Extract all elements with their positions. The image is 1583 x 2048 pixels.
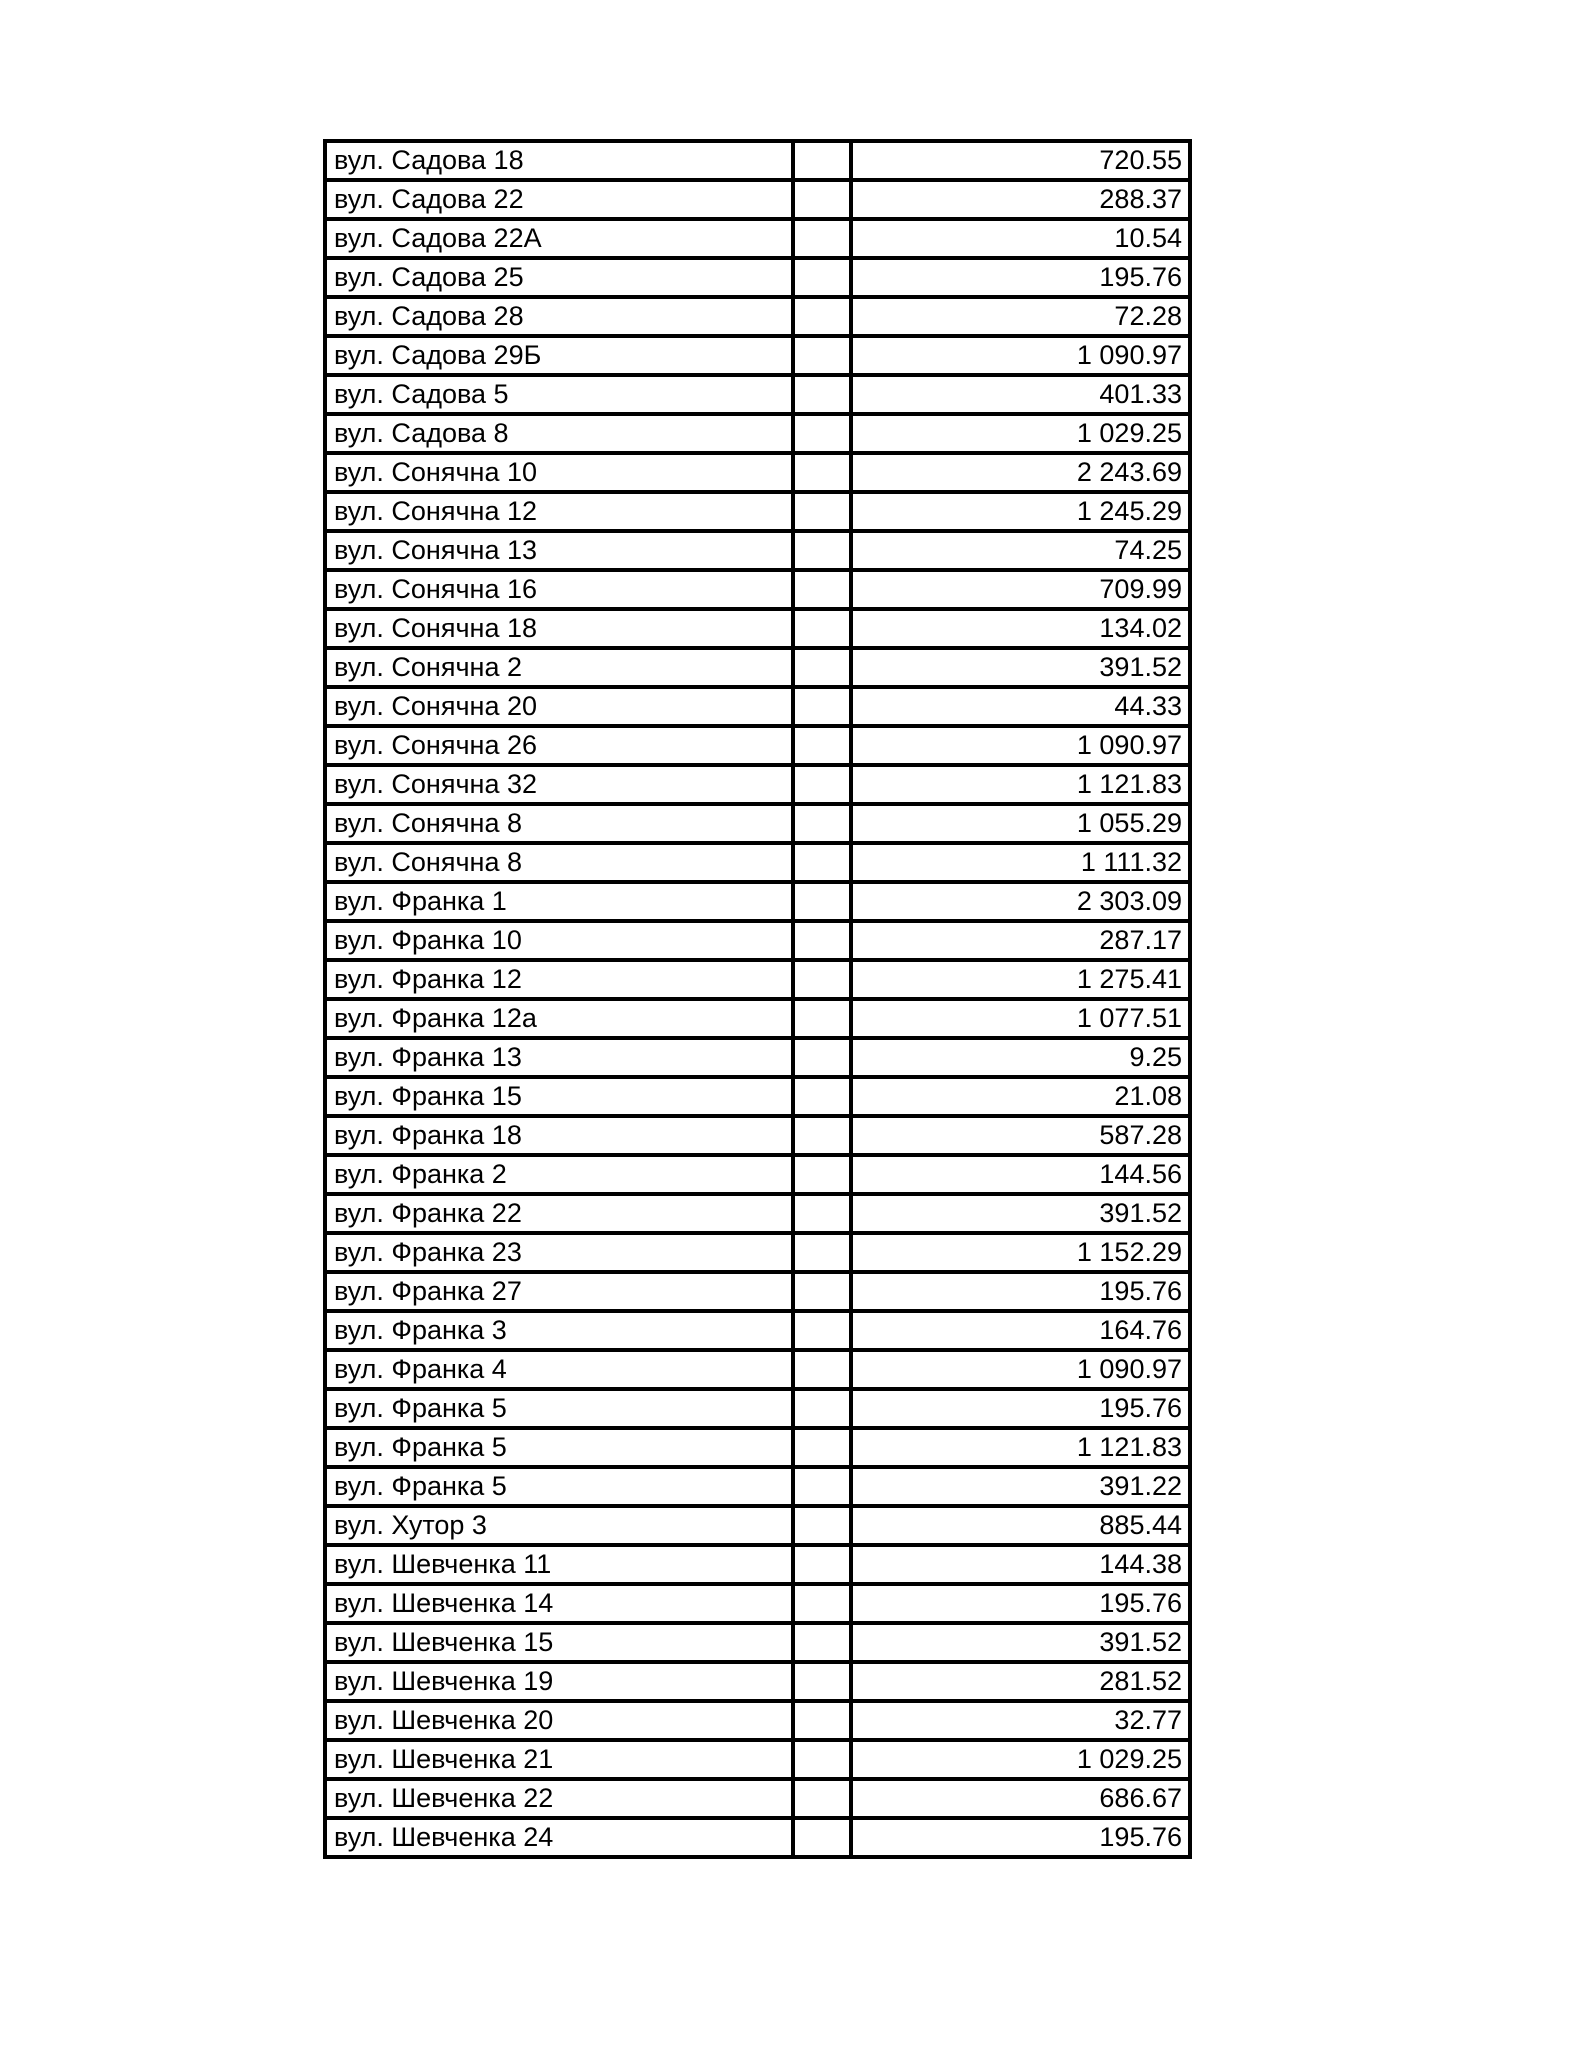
street-name-cell: вул. Хутор 3: [325, 1506, 793, 1545]
street-name-cell: вул. Шевченка 15: [325, 1623, 793, 1662]
table-row: [325, 1623, 1190, 1662]
empty-cell: [793, 843, 851, 882]
empty-cell: [793, 531, 851, 570]
table-row: [325, 843, 1190, 882]
table-row: [325, 648, 1190, 687]
empty-cell: [793, 1389, 851, 1428]
table-row: [325, 1155, 1190, 1194]
empty-cell: [793, 1077, 851, 1116]
amount-cell: 144.56: [851, 1155, 1190, 1194]
empty-cell: [793, 336, 851, 375]
empty-cell: [793, 1155, 851, 1194]
street-name-cell: вул. Сонячна 16: [325, 570, 793, 609]
table-body: [325, 141, 1190, 1857]
table-row: [325, 1818, 1190, 1857]
empty-cell: [793, 297, 851, 336]
amount-cell: 391.52: [851, 648, 1190, 687]
amount-cell: 21.08: [851, 1077, 1190, 1116]
street-name-cell: вул. Сонячна 10: [325, 453, 793, 492]
table-row: [325, 1116, 1190, 1155]
street-name-cell: вул. Шевченка 19: [325, 1662, 793, 1701]
amount-cell: 195.76: [851, 258, 1190, 297]
table-row: [325, 1194, 1190, 1233]
street-name-cell: вул. Садова 25: [325, 258, 793, 297]
empty-cell: [793, 1350, 851, 1389]
table-row: [325, 141, 1190, 180]
empty-cell: [793, 1662, 851, 1701]
empty-cell: [793, 1116, 851, 1155]
street-name-cell: вул. Франка 12а: [325, 999, 793, 1038]
table-row: [325, 1038, 1190, 1077]
table-row: [325, 1428, 1190, 1467]
table-row: [325, 1272, 1190, 1311]
empty-cell: [793, 1272, 851, 1311]
amount-cell: 401.33: [851, 375, 1190, 414]
amount-cell: 2 303.09: [851, 882, 1190, 921]
table-row: [325, 921, 1190, 960]
table-row: [325, 531, 1190, 570]
table-row: [325, 882, 1190, 921]
amount-cell: 391.52: [851, 1623, 1190, 1662]
table-row: [325, 180, 1190, 219]
street-name-cell: вул. Франка 23: [325, 1233, 793, 1272]
street-name-cell: вул. Сонячна 2: [325, 648, 793, 687]
table-row: [325, 453, 1190, 492]
table-row: [325, 1077, 1190, 1116]
street-name-cell: вул. Франка 18: [325, 1116, 793, 1155]
empty-cell: [793, 765, 851, 804]
amount-cell: 195.76: [851, 1272, 1190, 1311]
street-name-cell: вул. Шевченка 11: [325, 1545, 793, 1584]
street-name-cell: вул. Садова 8: [325, 414, 793, 453]
empty-cell: [793, 804, 851, 843]
empty-cell: [793, 1311, 851, 1350]
amount-cell: 587.28: [851, 1116, 1190, 1155]
amount-cell: 1 121.83: [851, 1428, 1190, 1467]
empty-cell: [793, 882, 851, 921]
amount-cell: 1 055.29: [851, 804, 1190, 843]
table-row: [325, 1467, 1190, 1506]
amount-cell: 1 090.97: [851, 336, 1190, 375]
empty-cell: [793, 687, 851, 726]
table-row: [325, 1545, 1190, 1584]
table-row: [325, 804, 1190, 843]
amount-cell: 1 090.97: [851, 726, 1190, 765]
table-row: [325, 375, 1190, 414]
empty-cell: [793, 1818, 851, 1857]
street-name-cell: вул. Сонячна 8: [325, 843, 793, 882]
empty-cell: [793, 1584, 851, 1623]
table-row: [325, 765, 1190, 804]
table-row: [325, 1233, 1190, 1272]
empty-cell: [793, 492, 851, 531]
street-name-cell: вул. Садова 29Б: [325, 336, 793, 375]
empty-cell: [793, 1623, 851, 1662]
street-name-cell: вул. Сонячна 13: [325, 531, 793, 570]
empty-cell: [793, 609, 851, 648]
table-row: [325, 219, 1190, 258]
street-name-cell: вул. Шевченка 22: [325, 1779, 793, 1818]
street-name-cell: вул. Садова 22: [325, 180, 793, 219]
street-name-cell: вул. Франка 2: [325, 1155, 793, 1194]
empty-cell: [793, 1506, 851, 1545]
empty-cell: [793, 141, 851, 180]
amount-cell: 1 029.25: [851, 414, 1190, 453]
empty-cell: [793, 648, 851, 687]
amount-cell: 195.76: [851, 1584, 1190, 1623]
table-row: [325, 1506, 1190, 1545]
amount-cell: 288.37: [851, 180, 1190, 219]
table-row: [325, 1311, 1190, 1350]
street-name-cell: вул. Сонячна 18: [325, 609, 793, 648]
amount-cell: 281.52: [851, 1662, 1190, 1701]
table-row: [325, 1662, 1190, 1701]
street-name-cell: вул. Сонячна 26: [325, 726, 793, 765]
table-row: [325, 1740, 1190, 1779]
empty-cell: [793, 1194, 851, 1233]
amount-cell: 1 029.25: [851, 1740, 1190, 1779]
empty-cell: [793, 375, 851, 414]
street-name-cell: вул. Шевченка 21: [325, 1740, 793, 1779]
amount-cell: 9.25: [851, 1038, 1190, 1077]
amount-cell: 709.99: [851, 570, 1190, 609]
amount-cell: 72.28: [851, 297, 1190, 336]
street-name-cell: вул. Франка 22: [325, 1194, 793, 1233]
table-row: [325, 1389, 1190, 1428]
amount-cell: 10.54: [851, 219, 1190, 258]
street-name-cell: вул. Шевченка 20: [325, 1701, 793, 1740]
empty-cell: [793, 1779, 851, 1818]
table-row: [325, 570, 1190, 609]
street-name-cell: вул. Франка 27: [325, 1272, 793, 1311]
amount-cell: 391.52: [851, 1194, 1190, 1233]
amount-cell: 1 077.51: [851, 999, 1190, 1038]
table-row: [325, 492, 1190, 531]
amount-cell: 134.02: [851, 609, 1190, 648]
amount-cell: 1 121.83: [851, 765, 1190, 804]
amount-cell: 1 275.41: [851, 960, 1190, 999]
street-name-cell: вул. Сонячна 32: [325, 765, 793, 804]
amount-cell: 720.55: [851, 141, 1190, 180]
empty-cell: [793, 921, 851, 960]
empty-cell: [793, 726, 851, 765]
street-name-cell: вул. Франка 1: [325, 882, 793, 921]
street-name-cell: вул. Франка 5: [325, 1428, 793, 1467]
empty-cell: [793, 180, 851, 219]
table-row: [325, 999, 1190, 1038]
street-name-cell: вул. Сонячна 12: [325, 492, 793, 531]
amount-cell: 1 245.29: [851, 492, 1190, 531]
street-name-cell: вул. Сонячна 20: [325, 687, 793, 726]
amount-cell: 2 243.69: [851, 453, 1190, 492]
table-row: [325, 960, 1190, 999]
empty-cell: [793, 960, 851, 999]
empty-cell: [793, 1233, 851, 1272]
table-row: [325, 1350, 1190, 1389]
table-row: [325, 609, 1190, 648]
table-row: [325, 726, 1190, 765]
table-row: [325, 336, 1190, 375]
street-name-cell: вул. Франка 4: [325, 1350, 793, 1389]
street-name-cell: вул. Франка 3: [325, 1311, 793, 1350]
table-row: [325, 297, 1190, 336]
street-name-cell: вул. Садова 28: [325, 297, 793, 336]
empty-cell: [793, 1428, 851, 1467]
empty-cell: [793, 1740, 851, 1779]
table-row: [325, 414, 1190, 453]
empty-cell: [793, 414, 851, 453]
amount-cell: 144.38: [851, 1545, 1190, 1584]
street-name-cell: вул. Сонячна 8: [325, 804, 793, 843]
empty-cell: [793, 570, 851, 609]
streets-amount-table: [323, 139, 1192, 1859]
amount-cell: 195.76: [851, 1818, 1190, 1857]
amount-cell: 44.33: [851, 687, 1190, 726]
amount-cell: 32.77: [851, 1701, 1190, 1740]
street-name-cell: вул. Шевченка 14: [325, 1584, 793, 1623]
street-name-cell: вул. Франка 5: [325, 1467, 793, 1506]
empty-cell: [793, 453, 851, 492]
amount-cell: 391.22: [851, 1467, 1190, 1506]
amount-cell: 1 090.97: [851, 1350, 1190, 1389]
table-row: [325, 1779, 1190, 1818]
street-name-cell: вул. Шевченка 24: [325, 1818, 793, 1857]
table-row: [325, 1701, 1190, 1740]
empty-cell: [793, 219, 851, 258]
amount-cell: 1 152.29: [851, 1233, 1190, 1272]
table-row: [325, 258, 1190, 297]
street-name-cell: вул. Садова 5: [325, 375, 793, 414]
empty-cell: [793, 1038, 851, 1077]
amount-cell: 195.76: [851, 1389, 1190, 1428]
empty-cell: [793, 1701, 851, 1740]
amount-cell: 885.44: [851, 1506, 1190, 1545]
street-name-cell: вул. Франка 15: [325, 1077, 793, 1116]
street-name-cell: вул. Садова 18: [325, 141, 793, 180]
empty-cell: [793, 1467, 851, 1506]
street-name-cell: вул. Садова 22А: [325, 219, 793, 258]
street-name-cell: вул. Франка 13: [325, 1038, 793, 1077]
street-name-cell: вул. Франка 12: [325, 960, 793, 999]
empty-cell: [793, 258, 851, 297]
amount-cell: 287.17: [851, 921, 1190, 960]
amount-cell: 164.76: [851, 1311, 1190, 1350]
amount-cell: 74.25: [851, 531, 1190, 570]
street-name-cell: вул. Франка 10: [325, 921, 793, 960]
table-row: [325, 687, 1190, 726]
empty-cell: [793, 1545, 851, 1584]
amount-cell: 1 111.32: [851, 843, 1190, 882]
table-row: [325, 1584, 1190, 1623]
empty-cell: [793, 999, 851, 1038]
street-name-cell: вул. Франка 5: [325, 1389, 793, 1428]
amount-cell: 686.67: [851, 1779, 1190, 1818]
